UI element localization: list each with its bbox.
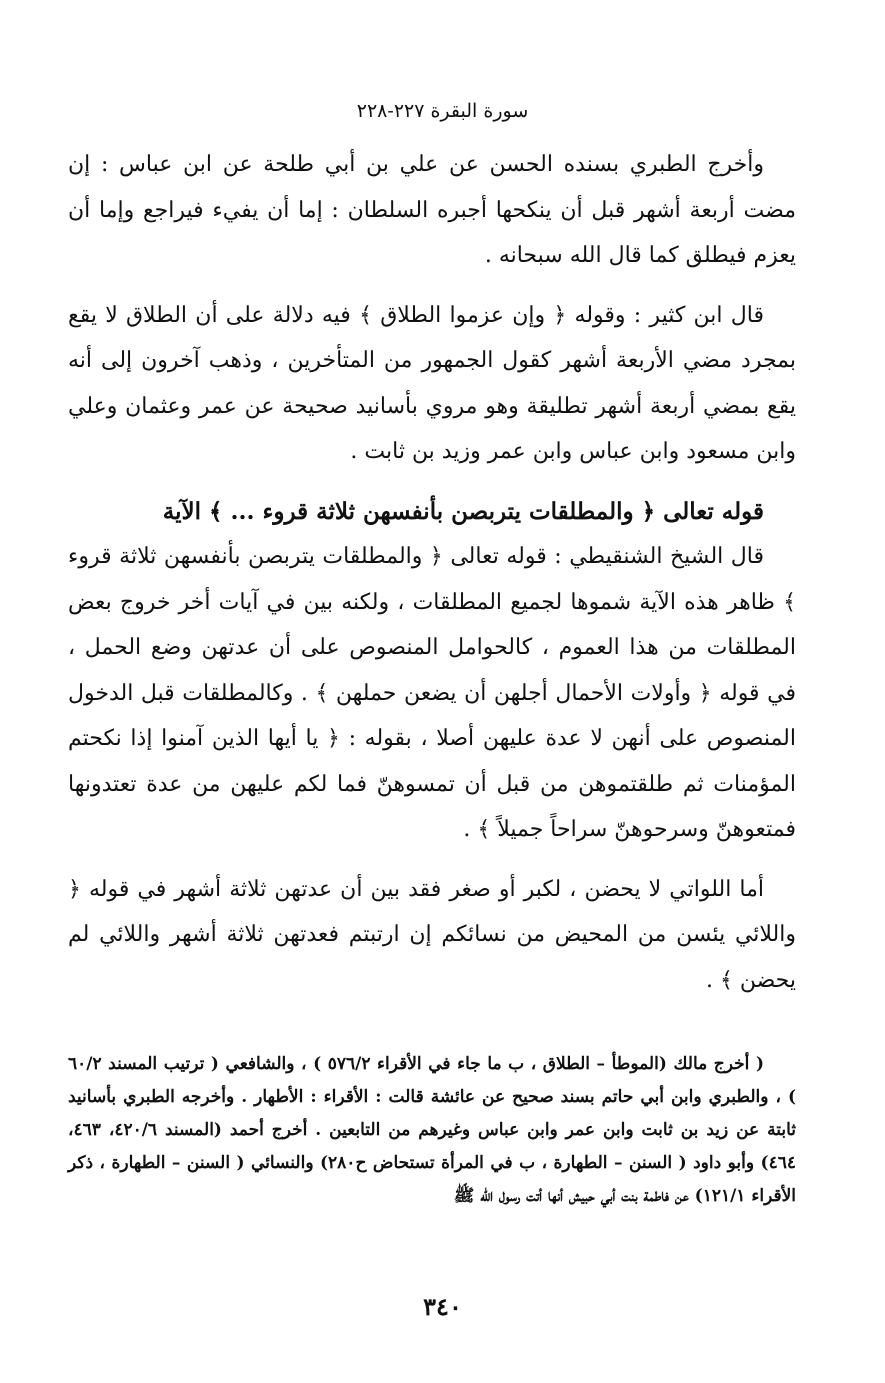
footnote-text: ( أخرج مالك (الموطأ – الطلاق ، ب ما جاء في الأقراء ٥٧٦/٢ ) ، والشافعي ( ترتيب المسند ٦٠/٢ ) ، والطبري وابن أبي حاتم بسند صحيح عن عائشة قالت : الأقراء : الأطهار . وأخرجه الطبري بأسانيد ثابتة عن زيد بن ثابت وابن عمر وابن عباس وغيرهم من التابعين . أخرج أحمد (المسند ٤٢٠/٦، ٤٦٣، ٤٦٤) وأبو داود ( السنن – الطهارة ، ب في المرأة تستحاض ح٢٨٠) والنسائي ( السنن – الطهارة ، ذكر الأقراء ١٢١/١) عن فاطمة بنت أبي حبيش أنها أتت رسول الله ﷺ — [68, 1054, 797, 1206]
page-number: ٣٤٠ — [423, 1292, 462, 1321]
running-header: سورة البقرة ٢٢٧-٢٢٨ — [356, 100, 529, 122]
section-heading: قوله تعالى ﴿ والمطلقات يتربصن بأنفسهن ثلاثة قروء ... ﴾ الآية — [162, 497, 764, 525]
paragraph-lawati: أما اللواتي لا يحضن ، لكبر أو صغر فقد بين أن عدتهن ثلاثة أشهر في قوله ﴿ واللائي يئسن من المحيض من نسائكم إن ارتبتم فعدتهن ثلاثة أشهر واللائي لم يحضن ﴾ . — [68, 876, 796, 993]
footnote-block — [68, 1048, 796, 1213]
main-text — [68, 142, 796, 1003]
paragraph-shanqiti: قال الشيخ الشنقيطي : قوله تعالى ﴿ والمطلقات يتربصن بأنفسهن ثلاثة قروء ﴾ ظاهر هذه الآية شموها لجميع المطلقات ، ولكنه بين في آيات أخر خروج بعض المطلقات من هذا العموم ، كالحوامل المنصوص على أن عدتهن وضع الحمل ، في قوله ﴿ وأولات الأحمال أجلهن أن يضعن حملهن ﴾ . وكالمطلقات قبل الدخول المنصوص على أنهن لا عدة عليهن أصلا ، بقوله : ﴿ يا أيها الذين آمنوا إذا نكحتم المؤمنات ثم طلقتموهن من قبل أن تمسوهنّ فما لكم عليهن من عدة تعتدونها فمتعوهنّ وسرحوهنّ سراحاً جميلاً ﴾ . — [68, 544, 796, 842]
paragraph-ibn-kathir: قال ابن كثير : وقوله ﴿ وإن عزموا الطلاق ﴾ فيه دلالة على أن الطلاق لا يقع بمجرد مضي الأربعة أشهر كقول الجمهور من المتأخرين ، وذهب آخرون إلى أنه يقع بمضي أربعة أشهر تطليقة وهو مروي بأسانيد صحيحة عن عمر وعثمان وعلي وابن مسعود وابن عباس وابن عمر وزيد بن ثابت . — [68, 302, 796, 464]
paragraph-tabari: وأخرج الطبري بسنده الحسن عن علي بن أبي طلحة عن ابن عباس : إن مضت أربعة أشهر قبل أن ينكحها أجبره السلطان : إما أن يفيء فيراجع وإما أن يعزم فيطلق كما قال الله سبحانه . — [68, 152, 796, 268]
